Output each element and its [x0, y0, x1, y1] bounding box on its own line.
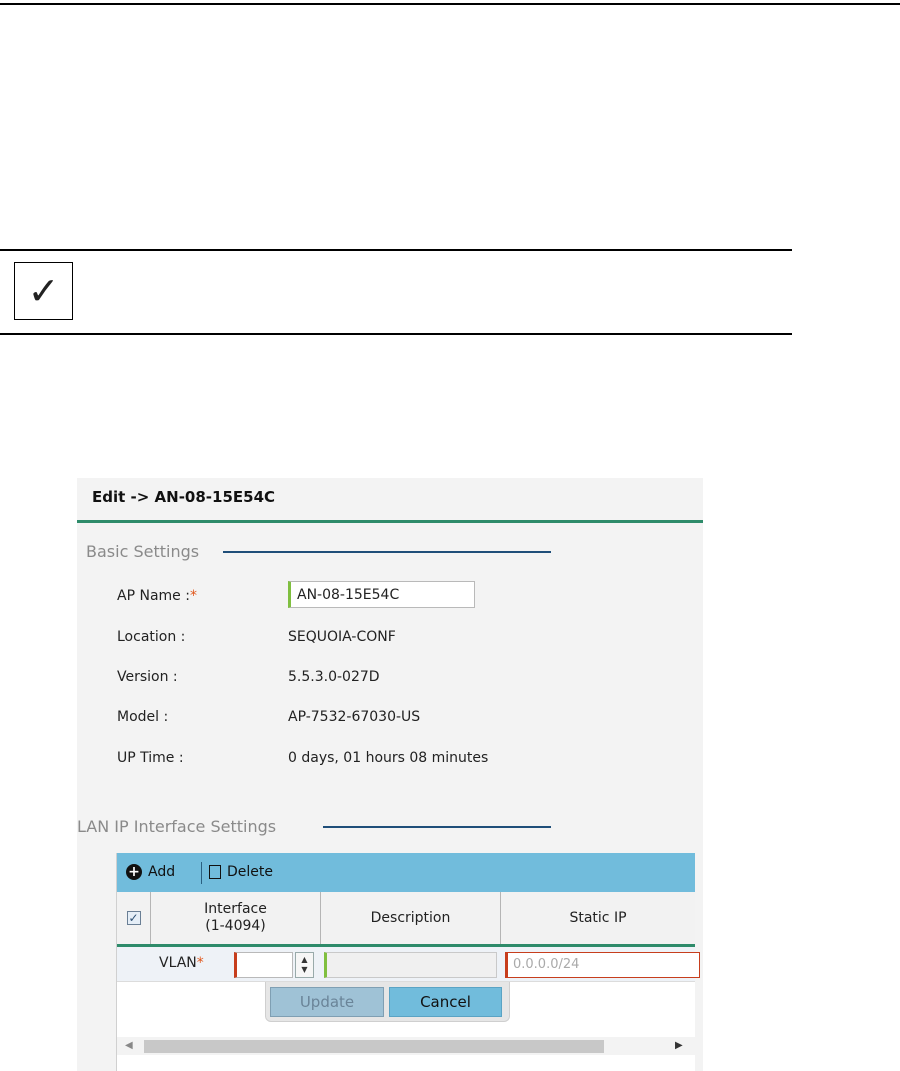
vlan-spinner[interactable] — [295, 952, 314, 978]
add-button-label: Add — [148, 864, 176, 880]
interface-column-header[interactable] — [151, 892, 321, 944]
update-button[interactable]: Update — [270, 987, 384, 1017]
plus-circle-icon: + — [126, 864, 142, 880]
static-ip-column-header[interactable]: Static IP — [569, 909, 627, 926]
checkmark-icon — [14, 262, 73, 320]
delete-button-label: Delete — [227, 864, 273, 880]
model-value: AP-7532-67030-US — [288, 709, 421, 725]
row-editor-buttons — [265, 982, 510, 1022]
grid-toolbar — [117, 853, 695, 892]
vlan-input[interactable] — [234, 952, 293, 978]
dialog-title-divider — [77, 520, 703, 523]
description-column-header[interactable]: Description — [321, 892, 501, 944]
top-rule — [0, 3, 900, 5]
interface-header-line2: (1-4094) — [205, 918, 266, 934]
trash-icon — [209, 865, 221, 879]
required-asterisk-icon: * — [196, 955, 204, 971]
note-bottom-rule — [0, 333, 792, 335]
spinner-up-icon[interactable]: ▲ — [301, 955, 308, 964]
interface-header-line1: Interface — [204, 901, 267, 917]
select-all-checkbox[interactable]: ✓ — [128, 910, 139, 925]
lan-settings-line — [323, 826, 551, 828]
lan-interface-grid — [116, 853, 695, 1071]
uptime-label: UP Time : — [117, 750, 184, 766]
basic-settings-title: Basic Settings — [86, 542, 200, 561]
version-label: Version : — [117, 669, 178, 685]
model-label: Model : — [117, 709, 169, 725]
note-top-rule — [0, 249, 792, 251]
location-label: Location : — [117, 629, 186, 645]
scrollbar-thumb[interactable] — [144, 1040, 604, 1053]
select-all-column — [117, 892, 151, 944]
grid-header — [117, 892, 695, 947]
basic-settings-line — [223, 551, 551, 553]
edit-ap-dialog — [77, 478, 703, 1071]
location-value: SEQUOIA-CONF — [288, 629, 396, 645]
spinner-down-icon[interactable]: ▼ — [301, 965, 308, 974]
ap-name-label: AP Name :* — [117, 588, 197, 604]
edit-row — [117, 947, 695, 982]
required-asterisk-icon: * — [189, 588, 197, 604]
vlan-label: VLAN* — [159, 955, 204, 971]
ap-name-input[interactable]: AN-08-15E54C — [288, 581, 475, 608]
dialog-title: Edit -> AN-08-15E54C — [92, 488, 276, 506]
static-ip-input[interactable]: 0.0.0.0/24 — [505, 952, 700, 978]
toolbar-divider — [201, 862, 202, 884]
uptime-value: 0 days, 01 hours 08 minutes — [288, 750, 489, 766]
version-value: 5.5.3.0-027D — [288, 669, 380, 685]
lan-settings-title: LAN IP Interface Settings — [77, 817, 277, 836]
checkmark-glyph: ✓ — [27, 269, 60, 313]
scroll-left-icon[interactable]: ◀ — [125, 1040, 133, 1051]
description-input[interactable] — [324, 952, 497, 978]
scroll-right-icon[interactable]: ▶ — [675, 1040, 683, 1051]
cancel-button[interactable]: Cancel — [389, 987, 502, 1017]
delete-button[interactable] — [209, 864, 273, 880]
horizontal-scrollbar[interactable] — [117, 1037, 695, 1055]
add-button[interactable] — [126, 864, 175, 880]
